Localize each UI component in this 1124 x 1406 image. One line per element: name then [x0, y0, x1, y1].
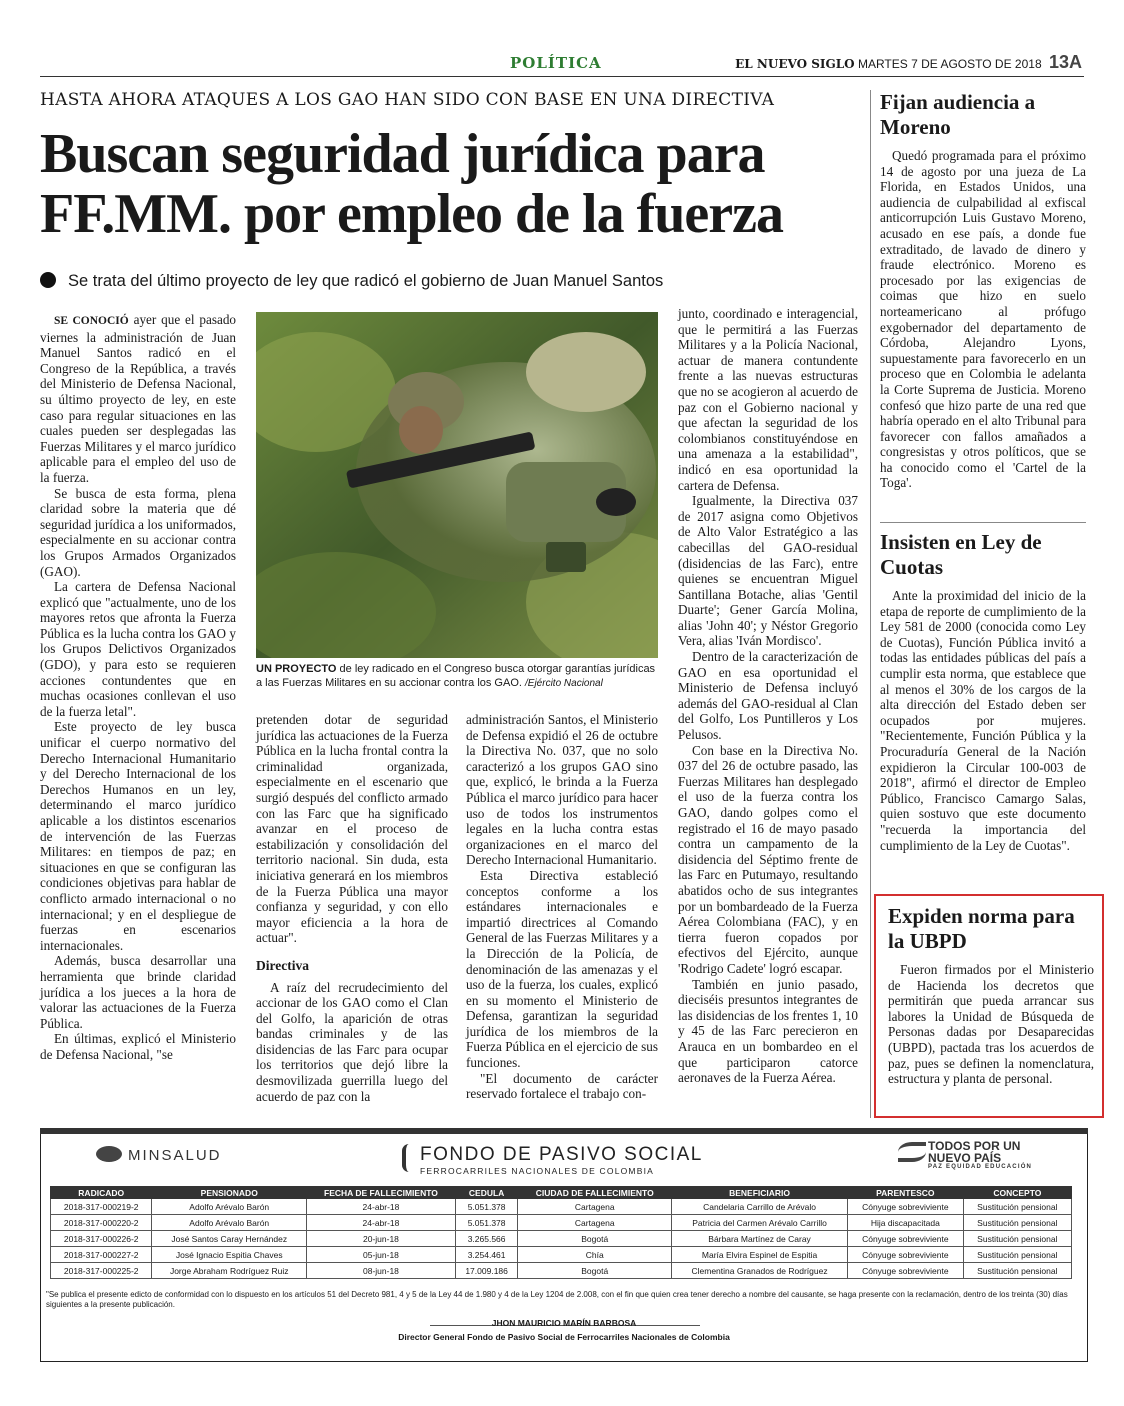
- table-cell: Bogotá: [518, 1231, 672, 1247]
- subhead-text: Se trata del último proyecto de ley que radicó el gobierno de Juan Manuel Santos: [68, 272, 664, 290]
- paragraph: ayer que el pasado viernes la administración de Juan Manuel Santos radicó en el Congreso de la República, a través del Ministerio de Defensa Nacional, su último proyecto de ley, en este caso para regular situaciones en las cuales pueden ser desplegadas las Fuerzas Militares y el marco jurídico aplicable para el empleo del uso de la fuerza.: [40, 312, 237, 485]
- table-row: [51, 1263, 1072, 1279]
- subhead: [40, 272, 663, 291]
- paragraph: junto, coordinado e interagencial, que le permitirá a las Fuerzas Militares y a la Policía Nacional, actuar de manera contundente frente a las nuevas estructuras que no se acogieron al acuerdo de paz con el Gobierno nacional y que afectan la seguridad de los colombianos constituyéndose en una amenaza a la estabilidad", indicó en esa oportunidad la cartera de Defensa.: [678, 306, 858, 493]
- table-cell: Sustitución pensional: [963, 1231, 1071, 1247]
- paragraph: Dentro de la caracterización de GAO en esa oportunidad el Ministerio de Defensa incluyó además del GAO-residual al Clan del Golfo, Los Puntilleros y Los Pelusos.: [678, 649, 858, 743]
- table-cell: Chía: [518, 1247, 672, 1263]
- table-cell: Bogotá: [518, 1263, 672, 1279]
- paragraph: Con base en la Directiva No. 037 del 26 de octubre pasado, las Fuerzas Militares han desplegado el uso de la fuerza contra los GAO, dando golpes como el registrado el 16 de mayo pasado contra un campamento de la disidencia del Séptimo frente de las Farc en Putumayo, resultando abatidos ocho de sus integrantes por un bombardeado de la Fuerza Aérea Colombiana (FAC), y en tierra fueron copados por efectivos del Ejército, aunque 'Rodrigo Cadete' logró escapar.: [678, 742, 858, 976]
- table-cell: 3.265.566: [455, 1231, 517, 1247]
- table-cell: 5.051.378: [455, 1215, 517, 1231]
- signer-name: JHON MAURICIO MARÍN BARBOSA: [491, 1318, 637, 1328]
- table-cell: Candelaria Carrillo de Arévalo: [672, 1199, 848, 1215]
- table-cell: 5.051.378: [455, 1199, 517, 1215]
- col-header: CONCEPTO: [963, 1187, 1071, 1199]
- table-cell: Clementina Granados de Rodríguez: [672, 1263, 848, 1279]
- top-rule: [40, 76, 1084, 77]
- table-cell: 2018-317-000219-2: [51, 1199, 152, 1215]
- lead-in: SE CONOCIÓ: [54, 315, 129, 327]
- table-cell: 08-jun-18: [307, 1263, 456, 1279]
- table-row: [51, 1247, 1072, 1263]
- ad-top-bar: [40, 1128, 1088, 1134]
- col-header: PARENTESCO: [847, 1187, 963, 1199]
- kicker: HASTA AHORA ATAQUES A LOS GAO HAN SIDO CON BASE EN UNA DIRECTIVA: [40, 90, 775, 110]
- paper-name: EL NUEVO SIGLO: [735, 57, 855, 71]
- caption-text: de ley radicado en el Congreso busca otorgar garantías jurídicas a las Fuerzas Militares en su accionar contra los GAO.: [256, 663, 656, 689]
- section-label: POLÍTICA: [510, 54, 602, 72]
- signer-title: Director General Fondo de Pasivo Social de Ferrocarriles Nacionales de Colombia: [398, 1332, 730, 1342]
- paragraph: "El documento de carácter reservado fortalece el trabajo con-: [466, 1070, 658, 1102]
- table-cell: Hija discapacitada: [847, 1215, 963, 1231]
- todos-line-1: TODOS POR UN: [928, 1139, 1021, 1153]
- article-column-3: [466, 712, 658, 1102]
- masthead: [735, 52, 1082, 73]
- table-cell: Cartagena: [518, 1199, 672, 1215]
- col-header: FECHA DE FALLECIMIENTO: [307, 1187, 456, 1199]
- table-cell: Cónyuge sobreviviente: [847, 1199, 963, 1215]
- paragraph: También en junio pasado, dieciséis presuntos integrantes de las disidencias de los frentes 1, 10 y 45 de las Farc perecieron en Arauca en un bombardeo en el que participaron catorce aeronaves de la Fuerza Aérea.: [678, 976, 858, 1086]
- edict-signature: [40, 1316, 1088, 1344]
- minsalud-text: MINSALUD: [128, 1147, 222, 1164]
- table-cell: José Santos Caray Hernández: [152, 1231, 307, 1247]
- article-photo: [256, 312, 658, 658]
- paragraph: La cartera de Defensa Nacional explicó que "actualmente, uno de los mayores retos que afronta la Fuerza Pública es la lucha contra los GAO y los Grupos Delictivos Organizados (GDO), y para esto se requieren acciones contundentes que en muchas ocasiones conllevan el uso de la fuerza letal".: [40, 579, 236, 719]
- caption-lead: UN PROYECTO: [256, 663, 337, 675]
- table-row: [51, 1199, 1072, 1215]
- brief-title: Expiden norma para la UBPD: [888, 904, 1075, 953]
- table-cell: Cónyuge sobreviviente: [847, 1231, 963, 1247]
- table-cell: Sustitución pensional: [963, 1215, 1071, 1231]
- sidebar-divider: [870, 90, 871, 1118]
- issue-date: MARTES 7 DE AGOSTO DE 2018: [857, 57, 1042, 71]
- fondo-name: FONDO DE PASIVO SOCIAL: [420, 1144, 703, 1165]
- table-cell: 20-jun-18: [307, 1231, 456, 1247]
- paragraph: Esta Directiva estableció conceptos conforme a los estándares internacionales e impartió directrices al Comando General de las Fuerzas Militares y a la Dirección de la Policía, de denominación de las amenazas y el uso de la fuerza, los cuales, explicó en su momento el Ministerio de Defensa, garantizan la seguridad jurídica de los miembros de la Fuerza Pública en el ejercicio de sus funciones.: [466, 867, 658, 1071]
- table-cell: 2018-317-000226-2: [51, 1231, 152, 1247]
- paragraph: En últimas, explicó el Ministerio de Defensa Nacional, "se: [40, 1031, 236, 1062]
- paragraph: Se busca de esta forma, plena claridad sobre la materia que dé seguridad jurídica a los uniformados, especialmente en su accionar contra los Grupos Armados Organizados (GAO).: [40, 485, 236, 579]
- table-cell: 2018-317-000227-2: [51, 1247, 152, 1263]
- brief-body: Ante la proximidad del inicio de la etapa de reporte de cumplimiento de la Ley 581 de 2000 (conocida como Ley de Cuotas), Función Pública invitó a todas las entidades públicas del país a cumplir esta norma, que establece que al menos el 30% de los cargos de la alta dirección del Estado deben ser ocupados por mujeres. "Recientemente, Función Pública y la Procuraduría General de la Nación expidieron la Circular 100-003 de 2018", afirmó el director de Empleo Público, Francisco Camargo Salas, quien sostuvo que este documento "recuerda la importancia del cumplimiento de la Ley de Cuotas".: [880, 588, 1086, 853]
- brief-body: Quedó programada para el próximo 14 de agosto por una jueza de La Florida, en Estados Unidos, una audiencia de culpabilidad al exfiscal anticorrupción Luis Gustavo Moreno, acusado en ese país, a donde fue extraditado, de lavado de dinero y fraude electrónico. Moreno es procesado por las exigencias de coimas que hizo en suelo norteamericano al prófugo exgobernador del departamento de Córdoba, Alejandro Lyons, supuestamente para favorecerlo en un proceso que en Colombia le adelanta la Corte Suprema de Justicia. Moreno confesó que hizo parte de una red que habría operado en el alto Tribunal para favorecer con fallos amañados a congresistas y otros políticos, que se ha conocido como el 'Cartel de la Toga'.: [880, 148, 1086, 491]
- table-cell: Cónyuge sobreviviente: [847, 1247, 963, 1263]
- paragraph: pretenden dotar de seguridad jurídica las actuaciones de la Fuerza Pública en la lucha frontal contra la criminalidad organizada, especialmente en el escenario que surgió después del conflicto armado con las Farc que ha significado avanzar en el proceso de estabilización y consolidación del territorio nacional. Sin duda, esta iniciativa generará en los miembros de la Fuerza Pública una mayor confianza y seguridad, y con ello mayor eficiencia a la hora de actuar".: [256, 712, 448, 946]
- paragraph: Este proyecto de ley busca unificar el cuerpo normativo del Derecho Internacional Humanitario y del Derecho Internacional de los Derechos Humanos en un ley, determinando el marco jurídico aplicable a los distintos escenarios de intervención de las Fuerzas Militares: en tiempos de paz; en situaciones en que se configuran las condiciones objetivas para hablar de conflicto armado internacional o no internacional; y en el despliegue de fuerzas en escenarios internacionales.: [40, 719, 236, 953]
- brief-moreno: [880, 90, 1086, 491]
- table-cell: Patricia del Carmen Arévalo Carrillo: [672, 1215, 848, 1231]
- table-cell: Sustitución pensional: [963, 1247, 1071, 1263]
- paragraph: Igualmente, la Directiva 037 de 2017 asigna como Objetivos de Alto Valor Estratégico a las cabecillas del GAO-residual (disidencias de las Farc), entre quienes se encuentran Miguel Santillana Botache, alias 'Gentil Duarte'; Gener García Molina, alias 'John 40'; y Néstor Gregorio Vera, alias 'Iván Mordisco'.: [678, 493, 858, 649]
- article-column-4: [678, 306, 858, 1086]
- minsalud-logo: [96, 1146, 222, 1164]
- fondo-logo: [420, 1144, 703, 1176]
- swoosh-icon: [898, 1142, 926, 1162]
- col-header: CIUDAD DE FALLECIMIENTO: [518, 1187, 672, 1199]
- headline: [40, 124, 860, 244]
- table-cell: Sustitución pensional: [963, 1263, 1071, 1279]
- article-column-1: [40, 312, 236, 1063]
- table-cell: Cartagena: [518, 1215, 672, 1231]
- table-cell: 2018-317-000220-2: [51, 1215, 152, 1231]
- table-cell: Bárbara Martínez de Caray: [672, 1231, 848, 1247]
- table-cell: Adolfo Arévalo Barón: [152, 1215, 307, 1231]
- paragraph: Además, busca desarrollar una herramienta que brinde claridad jurídica a los jueces a la hora de valorar las actuaciones de la Fuerza Pública.: [40, 953, 236, 1031]
- fondo-figure-icon: [402, 1144, 416, 1172]
- table-cell: Adolfo Arévalo Barón: [152, 1199, 307, 1215]
- paragraph: administración Santos, el Ministerio de Defensa expidió el 26 de octubre la Directiva No. 037, que no solo caracterizó a los grupos GAO sino que, explicó, le brinda a la Fuerza Pública el marco jurídico para hacer uso de todos los instrumentos legales en la lucha contra estas organizaciones en el marco del Derecho Internacional Humanitario.: [466, 712, 658, 868]
- col-header: PENSIONADO: [152, 1187, 307, 1199]
- photo-credit: /Ejército Nacional: [525, 678, 603, 689]
- fondo-subname: FERROCARRILES NACIONALES DE COLOMBIA: [420, 1166, 655, 1176]
- col-header: RADICADO: [51, 1187, 152, 1199]
- table-cell: José Ignacio Espitia Chaves: [152, 1247, 307, 1263]
- brief-divider: [880, 522, 1086, 523]
- brief-title: Fijan audiencia a Moreno: [880, 90, 1036, 139]
- col-header: CEDULA: [455, 1187, 517, 1199]
- todos-logo: [894, 1140, 1032, 1170]
- col-header: BENEFICIARIO: [672, 1187, 848, 1199]
- table-cell: 2018-317-000225-2: [51, 1263, 152, 1279]
- table-cell: Sustitución pensional: [963, 1199, 1071, 1215]
- photo-caption: [256, 662, 658, 691]
- table-row: [51, 1215, 1072, 1231]
- brief-ley-cuotas: [880, 530, 1086, 853]
- headline-line-2: FF.MM. por empleo de la fuerza: [40, 183, 783, 245]
- crest-icon: [96, 1146, 122, 1162]
- table-cell: Jorge Abraham Rodríguez Ruiz: [152, 1263, 307, 1279]
- table-cell: María Elvira Espinel de Espitia: [672, 1247, 848, 1263]
- article-column-2: [256, 712, 448, 1104]
- brief-ubpd: [888, 904, 1094, 1087]
- soldiers-photo: [256, 312, 658, 658]
- bullet-icon: [40, 272, 56, 288]
- edict-table: [50, 1186, 1072, 1279]
- table-cell: 24-abr-18: [307, 1199, 456, 1215]
- page-number: 13A: [1048, 52, 1082, 72]
- table-cell: 24-abr-18: [307, 1215, 456, 1231]
- table-row: [51, 1231, 1072, 1247]
- subheading: Directiva: [256, 957, 309, 973]
- paragraph: A raíz del recrudecimiento del accionar de los GAO como el Clan del Golfo, la aparición de otras bandas criminales y de las disidencias de las Farc para ocupar los territorios que dejó libre la desmovilizada guerrilla luego del acuerdo de paz con la: [256, 979, 448, 1104]
- table-cell: 3.254.461: [455, 1247, 517, 1263]
- table-header-row: [51, 1187, 1072, 1199]
- todos-line-3: PAZ EQUIDAD EDUCACIÓN: [928, 1164, 1033, 1170]
- todos-line-2: NUEVO PAÍS: [928, 1151, 1002, 1165]
- headline-line-1: Buscan seguridad jurídica para: [40, 123, 765, 185]
- table-cell: 17.009.186: [455, 1263, 517, 1279]
- brief-body: Fueron firmados por el Ministerio de Hacienda los decretos que permitirán que pueda arrancar sus labores la Unidad de Búsqueda de Personas dadas por Desaparecidas (UBPD), pactada tras los acuerdos de paz, pues se definen la nomenclatura, estructura y planta de personal.: [888, 962, 1094, 1087]
- table-cell: 05-jun-18: [307, 1247, 456, 1263]
- table-cell: Cónyuge sobreviviente: [847, 1263, 963, 1279]
- brief-title: Insisten en Ley de Cuotas: [880, 530, 1042, 579]
- edict-footnote: "Se publica el presente edicto de conformidad con lo dispuesto en los artículos 51 del Decreto 981, 4 y 5 de la Ley 44 de 1.980 y 4 de la Ley 1204 de 2.008, con el fin que quien crea tener derecho a nombre del causante, se haga presente con la reclamación, dentro de los treinta (30) días siguientes a la presente publicación.: [46, 1290, 1068, 1309]
